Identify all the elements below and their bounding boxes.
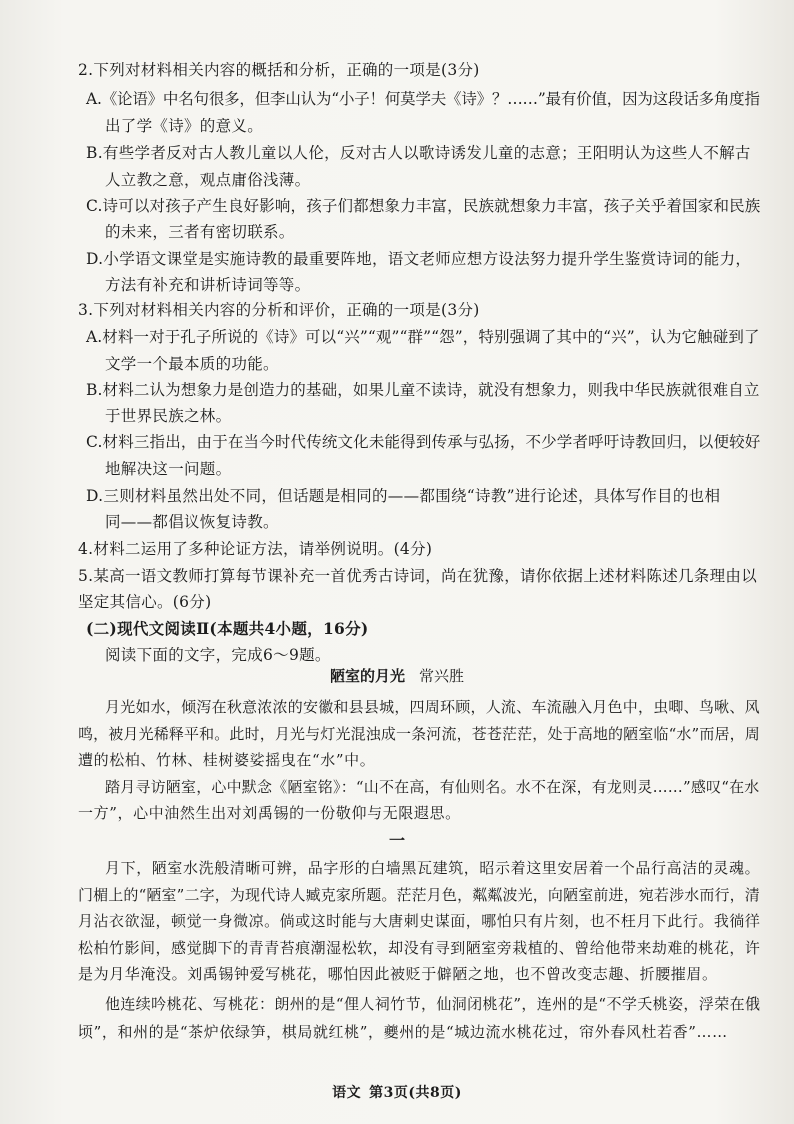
q3-option-d-cont: 同——都倡议恢复诗教。 xyxy=(105,513,279,531)
footer-subject: 语文 xyxy=(332,1085,362,1101)
page-footer xyxy=(0,1082,794,1102)
q2-stem: 2.下列对材料相关内容的概括和分析，正确的一项是(3分) xyxy=(78,61,480,79)
article-section-number: 一 xyxy=(388,831,405,850)
article-p1-line1: 月光如水，倾泻在秋意浓浓的安徽和县县城，四周环顾，人流、车流融入月色中，虫唧、鸟啾、风 xyxy=(105,698,760,716)
article-p2-line2: 一方”，心中油然生出对刘禹锡的一份敬仰与无限遐思。 xyxy=(78,804,461,822)
q3-option-c-cont: 地解决这一问题。 xyxy=(105,460,232,478)
article-p3-line4: 松柏竹影间，感觉脚下的青青苔痕潮湿松软，却没有寻到陋室旁栽植的、曾给他带来劫难的桃花，许 xyxy=(78,939,761,957)
q3-option-b-cont: 于世界民族之林。 xyxy=(105,407,232,425)
section-instruction: 阅读下面的文字，完成6～9题。 xyxy=(105,646,331,664)
article-p3-line5: 是为月华淹没。刘禹锡钟爱写桃花，哪怕因此被贬于僻陋之地，也不曾改变志趣、折腰摧眉。 xyxy=(78,965,718,983)
q2-option-a: A.《论语》中名句很多，但李山认为“小子！何莫学夫《诗》？……”最有价值，因为这段话多角度指 xyxy=(86,90,760,108)
q4-stem: 4.材料二运用了多种论证方法，请举例说明。(4分) xyxy=(78,540,433,558)
q2-option-b-cont: 人立教之意，观点庸俗浅薄。 xyxy=(105,171,311,189)
article-p3-line3: 月沾衣欲湿，顿觉一身微凉。倘或这时能与大唐刺史谋面，哪怕只有片刻，也不枉月下此行。我徜徉 xyxy=(78,912,761,930)
article-p4-line1: 他连续吟桃花、写桃花：朗州的是“俚人祠竹节，仙洞闭桃花”，连州的是“不学夭桃姿，浮荣在俄 xyxy=(105,995,761,1013)
q2-option-b: B.有些学者反对古人教儿童以人伦，反对古人以歌诗诱发儿童的志意；王阳明认为这些人不解古 xyxy=(86,144,751,162)
article-p3-line1: 月下，陋室水洗般清晰可辨，品字形的白墙黑瓦建筑，昭示着这里安居着一个品行高洁的灵魂。 xyxy=(105,859,761,877)
article-title: 陋室的月光 xyxy=(329,667,405,685)
article-p3-line2: 门楣上的“陋室”二字，为现代诗人臧克家所题。茫茫月色，粼粼波光，向陋室前进，宛若涉水而行，清 xyxy=(78,886,760,904)
q5-stem: 5.某高一语文教师打算每节课补充一首优秀古诗词，尚在犹豫，请你依据上述材料陈述几条理由以 xyxy=(78,567,757,585)
q3-option-c: C.材料三指出，由于在当今时代传统文化未能得到传承与弘扬，不少学者呼吁诗教回归，以便较好 xyxy=(86,433,761,451)
q2-option-d: D.小学语文课堂是实施诗教的最重要阵地，语文老师应想方设法努力提升学生鉴赏诗词的能力， xyxy=(86,250,752,268)
article-p1-line2: 鸣，被月光稀释平和。此时，月光与灯光混浊成一条河流，苍苍茫茫，处于高地的陋室临“水”而居，周 xyxy=(78,725,760,743)
q3-option-a-cont: 文学一个最本质的功能。 xyxy=(105,355,279,373)
q3-option-d: D.三则材料虽然出处不同，但话题是相同的——都围绕“诗教”进行论述，具体写作目的也相 xyxy=(86,487,721,505)
q2-option-c: C.诗可以对孩子产生良好影响，孩子们都想象力丰富，民族就想象力丰富，孩子关乎着国家和民族 xyxy=(86,197,761,215)
article-author: 常兴胜 xyxy=(419,667,465,685)
section-heading: (二)现代文阅读Ⅱ(本题共4小题，16分) xyxy=(86,619,369,638)
article-p4-line2: 顷”，和州的是“茶炉依绿笋，棋局就红桃”，夔州的是“城边流水桃花过，帘外春风杜若香”…… xyxy=(78,1023,728,1041)
q2-option-a-cont: 出了学《诗》的意义。 xyxy=(105,117,264,135)
q2-option-d-cont: 方法有补充和讲析诗词等等。 xyxy=(105,276,311,294)
footer-page-number: 第3页(共8页) xyxy=(369,1085,462,1101)
q3-stem: 3.下列对材料相关内容的分析和评价，正确的一项是(3分) xyxy=(78,301,480,319)
q3-option-a: A.材料一对于孔子所说的《诗》可以“兴”“观”“群”“怨”，特别强调了其中的“兴”，认为它触碰到了 xyxy=(86,328,760,346)
q3-option-b: B.材料二认为想象力是创造力的基础，如果儿童不读诗，就没有想象力，则我中华民族就很难自立 xyxy=(86,381,760,399)
q5-stem-cont: 坚定其信心。(6分) xyxy=(78,593,212,611)
article-header xyxy=(0,666,794,686)
article-p1-line3: 遭的松柏、竹林、桂树婆娑摇曳在“水”中。 xyxy=(78,751,376,769)
q2-option-c-cont: 的未来，三者有密切联系。 xyxy=(105,223,295,241)
article-p2-line1: 踏月寻访陋室，心中默念《陋室铭》：“山不在高，有仙则名。水不在深，有龙则灵……”感叹“在水 xyxy=(105,778,760,796)
